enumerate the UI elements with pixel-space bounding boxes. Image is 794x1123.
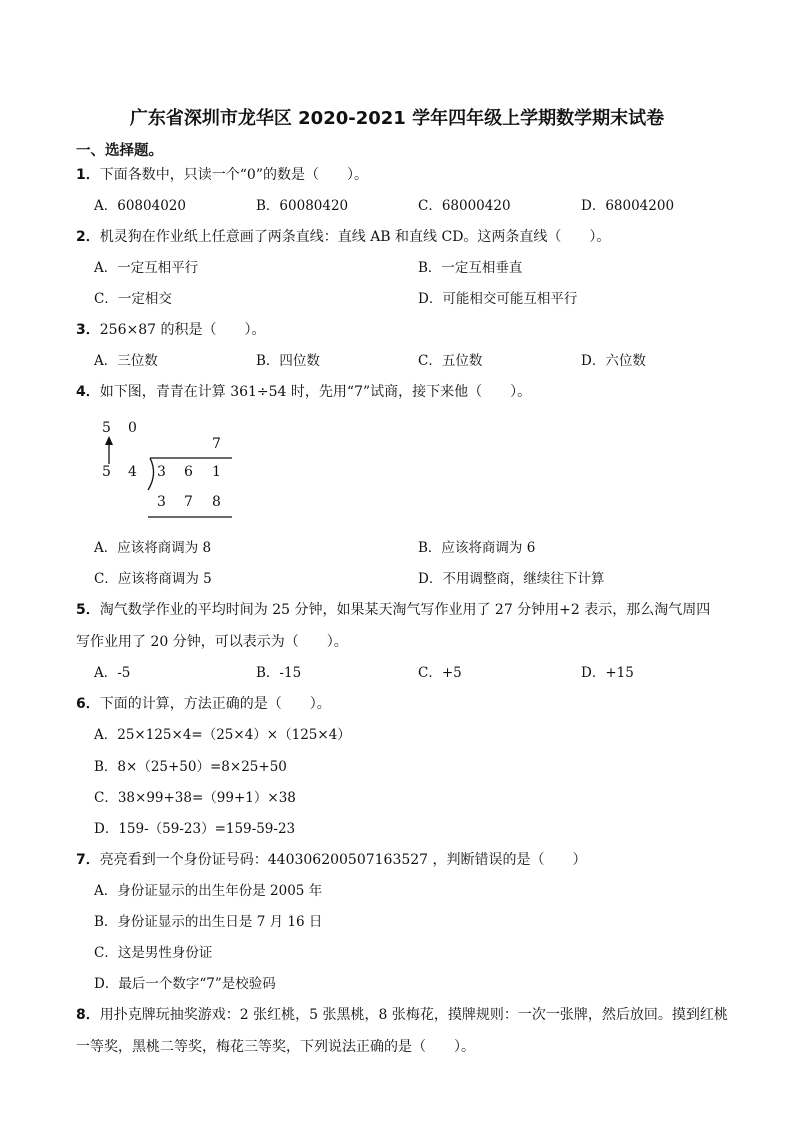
question-number: 4．	[76, 384, 100, 400]
option-a: A．60804020	[94, 198, 186, 214]
divisor-digit: 4	[128, 464, 137, 480]
question-number: 2．	[76, 229, 100, 245]
product-digit: 7	[184, 494, 193, 510]
question-number: 5．	[76, 602, 100, 618]
product-digit: 8	[212, 494, 221, 510]
long-division-figure	[96, 418, 236, 524]
dividend-digit: 6	[184, 464, 193, 480]
option-d: D．68004200	[581, 198, 675, 214]
question-number: 3．	[76, 322, 100, 338]
question-text: 下面各数中，只读一个“0”的数是（ ）。	[99, 167, 368, 183]
quotient-digit: 7	[212, 436, 221, 452]
option-b: B．应该将商调为 6	[418, 540, 536, 556]
question-3	[76, 320, 265, 340]
option-c: C．68000420	[418, 198, 511, 214]
option-a: A．三位数	[94, 353, 158, 369]
question-text: 下面的计算，方法正确的是（ ）。	[99, 696, 331, 712]
option-d: D．最后一个数字“7”是校验码	[94, 976, 276, 992]
section-heading: 一、选择题。	[76, 143, 163, 159]
option-c: C．+5	[418, 665, 462, 681]
option-c: C．38×99+38=（99+1）×38	[94, 790, 296, 806]
option-b: B．-15	[256, 665, 302, 681]
divisor-digit: 5	[102, 464, 111, 480]
option-a: A．应该将商调为 8	[94, 540, 212, 556]
question-2	[76, 227, 610, 247]
top-digit: 5	[102, 420, 111, 436]
question-number: 1．	[76, 167, 100, 183]
question-text: 机灵狗在作业纸上任意画了两条直线：直线 AB 和直线 CD。这两条直线（ ）。	[99, 229, 611, 245]
question-5	[76, 600, 710, 620]
question-8	[76, 1005, 728, 1025]
question-5-continued: 写作业用了 20 分钟，可以表示为（ ）。	[76, 634, 348, 650]
question-4	[76, 382, 531, 402]
question-number: 7．	[76, 852, 100, 868]
question-text: 亮亮看到一个身份证号码：440306200507163527 ，判断错误的是（ ）	[99, 852, 587, 868]
question-6	[76, 694, 331, 714]
option-b: B．60080420	[256, 198, 349, 214]
question-7	[76, 850, 587, 870]
option-a: A．-5	[94, 665, 131, 681]
option-c: C．应该将商调为 5	[94, 571, 212, 587]
option-c: C．一定相交	[94, 291, 172, 307]
question-text: 256×87 的积是（ ）。	[99, 322, 266, 338]
question-number: 8．	[76, 1007, 100, 1023]
question-number: 6．	[76, 696, 100, 712]
option-b: B．8×（25+50）=8×25+50	[94, 759, 287, 775]
exam-title: 广东省深圳市龙华区 2020-2021 学年四年级上学期数学期末试卷	[129, 108, 665, 129]
option-d: D．六位数	[581, 353, 646, 369]
dividend-digit: 3	[157, 464, 166, 480]
option-d: D．不用调整商，继续往下计算	[418, 571, 605, 587]
option-c: C．五位数	[418, 353, 483, 369]
option-a: A．一定互相平行	[94, 260, 199, 276]
question-8-continued: 一等奖，黑桃二等奖，梅花三等奖，下列说法正确的是（ ）。	[76, 1039, 475, 1055]
option-d: D．159-（59-23）=159-59-23	[94, 821, 296, 837]
option-b: B．四位数	[256, 353, 320, 369]
question-text: 如下图，青青在计算 361÷54 时，先用“7”试商，接下来他（ ）。	[99, 384, 532, 400]
option-c: C．这是男性身份证	[94, 945, 213, 961]
option-d: D．可能相交可能互相平行	[418, 291, 578, 307]
dividend-digit: 1	[212, 464, 221, 480]
top-digit: 0	[128, 420, 137, 436]
option-d: D．+15	[581, 665, 634, 681]
question-text: 用扑克牌玩抽奖游戏：2 张红桃，5 张黑桃，8 张梅花，摸牌规则：一次一张牌，然后放回。摸到红桃	[99, 1007, 728, 1023]
option-b: B．身份证显示的出生日是 7 月 16 日	[94, 914, 323, 930]
option-a: A．25×125×4=（25×4）×（125×4）	[94, 727, 351, 743]
product-digit: 3	[157, 494, 166, 510]
question-1	[76, 165, 368, 185]
question-text: 淘气数学作业的平均时间为 25 分钟，如果某天淘气写作业用了 27 分钟用+2 表示，那么淘气周四	[99, 602, 711, 618]
option-b: B．一定互相垂直	[418, 260, 523, 276]
option-a: A．身份证显示的出生年份是 2005 年	[94, 883, 323, 899]
